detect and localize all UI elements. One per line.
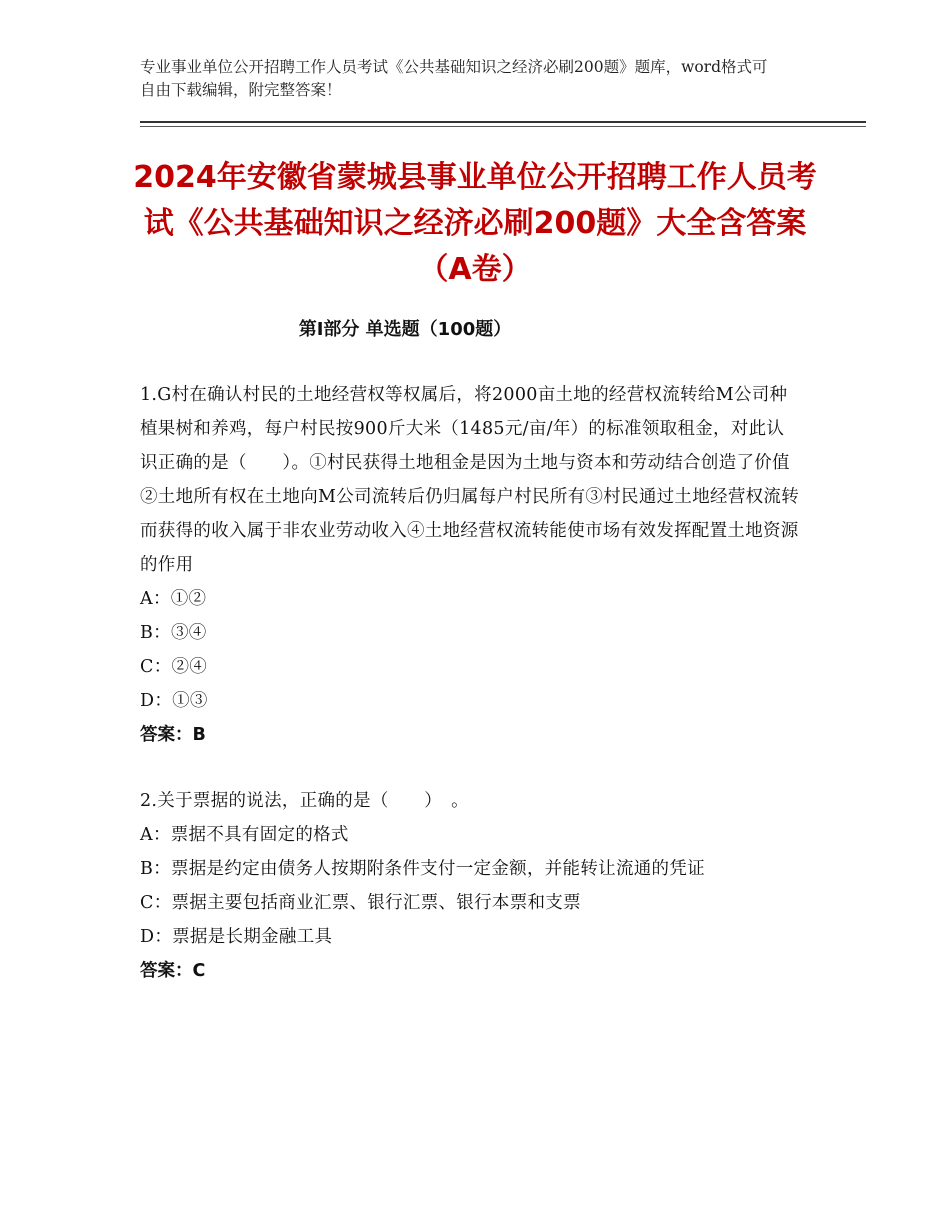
question-1: [140, 378, 800, 752]
question-1-answer-label: 答案：: [140, 725, 193, 745]
question-2-option-b: B：票据是约定由债务人按期附条件支付一定金额，并能转让流通的凭证: [140, 859, 705, 879]
header-rule-thin: [140, 126, 866, 127]
question-1-option-b: B：③④: [140, 623, 207, 643]
question-2-stem: 2.关于票据的说法，正确的是（ ） 。: [140, 791, 469, 811]
question-1-option-a: A：①②: [140, 589, 207, 609]
document-title: 2024年安徽省蒙城县事业单位公开招聘工作人员考试《公共基础知识之经济必刷200题》大全含答案（A卷）: [133, 160, 817, 287]
section-title: 第Ⅰ部分 单选题（100题）: [298, 319, 512, 340]
question-1-stem: 1.G村在确认村民的土地经营权等权属后，将2000亩土地的经营权流转给M公司种植果树和养鸡，每户村民按900斤大米（1485元/亩/年）的标准领取租金，对此认识正确的是（ ）。①村民获得土地租金是因为土地与资本和劳动结合创造了价值②土地所有权在土地向M公司流转后仍归属每户村民所有③村民通过土地经营权流转而获得的收入属于非农业劳动收入④土地经营权流转能使市场有效发挥配置土地资源的作用: [140, 385, 800, 575]
question-2-option-a: A：票据不具有固定的格式: [140, 825, 349, 845]
question-2-answer-label: 答案：: [140, 961, 193, 981]
question-2-answer-value: C: [192, 961, 206, 981]
question-2: [140, 784, 800, 988]
question-1-option-c: C：②④: [140, 657, 208, 677]
question-1-option-d: D：①③: [140, 691, 208, 711]
question-1-answer-value: B: [192, 725, 206, 745]
question-2-option-d: D：票据是长期金融工具: [140, 927, 333, 947]
header-note: 专业事业单位公开招聘工作人员考试《公共基础知识之经济必刷200题》题库，word格式可自由下载编辑，附完整答案！: [140, 58, 768, 99]
question-list: [140, 378, 800, 988]
question-1-answer: [140, 718, 800, 752]
question-2-option-c: C：票据主要包括商业汇票、银行汇票、银行本票和支票: [140, 893, 581, 913]
question-2-answer: [140, 954, 800, 988]
header-rule-thick: [140, 121, 866, 123]
